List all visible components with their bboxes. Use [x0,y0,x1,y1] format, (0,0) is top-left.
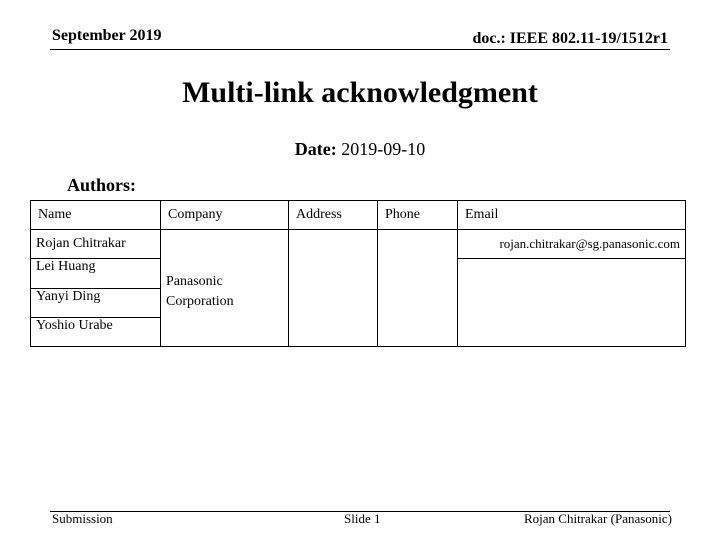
phone-cell [378,230,458,347]
date-line [0,139,720,160]
address-cell [289,230,378,347]
table-header-row [31,201,686,230]
author-name: Yanyi Ding [31,288,161,317]
header-company: Company [161,201,289,230]
email-empty-cell [458,259,686,347]
header-doc-id: doc.: IEEE 802.11-19/1512r1 [472,30,668,47]
table-row [31,230,686,259]
authors-table [30,200,686,347]
date-label: Date: [294,139,337,159]
header-name: Name [31,201,161,230]
header-date: September 2019 [52,27,162,44]
header-address: Address [289,201,378,230]
header-divider [50,49,670,50]
footer-slide-number: Slide 1 [344,511,381,526]
footer-submission: Submission [52,511,113,526]
author-name: Yoshio Urabe [31,317,161,346]
author-name: Rojan Chitrakar [31,230,161,259]
company-name: Panasonic Corporation [166,274,234,310]
footer-author: Rojan Chitrakar (Panasonic) [523,511,672,526]
email-cell: rojan.chitrakar@sg.panasonic.com [458,230,686,259]
date-value: 2019-09-10 [336,139,426,159]
authors-heading: Authors: [67,175,137,195]
header-email: Email [458,201,686,230]
slide-title: Multi-link acknowledgment [182,76,538,109]
author-name: Lei Huang [31,259,161,288]
company-cell [161,230,289,347]
header-phone: Phone [378,201,458,230]
